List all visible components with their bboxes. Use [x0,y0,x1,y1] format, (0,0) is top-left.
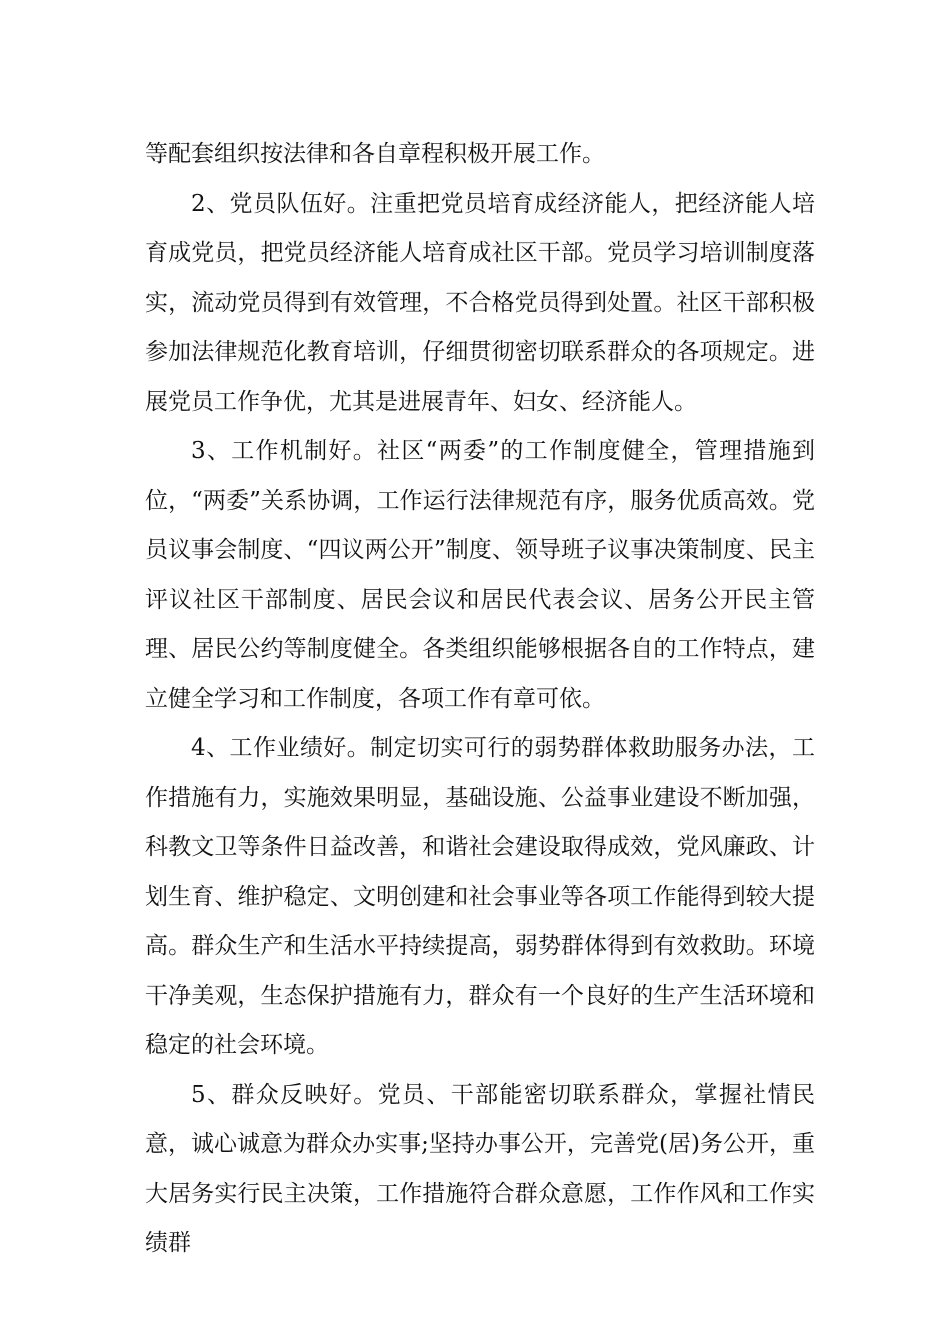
paragraph-work-mechanism: 3、工作机制好。社区“两委”的工作制度健全，管理措施到位，“两委”关系协调，工作运行法律规范有序，服务优质高效。党员议事会制度、“四议两公开”制度、领导班子议事决策制度、民主评议社区干部制度、居民会议和居民代表会议、居务公开民主管理、居民公约等制度健全。各类组织能够根据各自的工作特点，建立健全学习和工作制度，各项工作有章可依。 [145,438,815,712]
paragraph-party-members: 2、党员队伍好。注重把党员培育成经济能人，把经济能人培育成党员，把党员经济能人培育成社区干部。党员学习培训制度落实，流动党员得到有效管理，不合格党员得到处置。社区干部积极参加法律规范化教育培训，仔细贯彻密切联系群众的各项规定。进展党员工作争优，尤其是进展青年、妇女、经济能人。 [145,190,815,415]
paragraph-public-feedback: 5、群众反映好。党员、干部能密切联系群众，掌握社情民意，诚心诚意为群众办实事;坚持办事公开，完善党(居)务公开，重大居务实行民主决策，工作措施符合群众意愿，工作作风和工作实绩群 [145,1081,815,1256]
paragraph-work-performance: 4、工作业绩好。制定切实可行的弱势群体救助服务办法，工作措施有力，实施效果明显，基础设施、公益事业建设不断加强，科教文卫等条件日益改善，和谐社会建设取得成效，党风廉政、计划生育、维护稳定、文明创建和社会事业等各项工作能得到较大提高。群众生产和生活水平持续提高，弱势群体得到有效救助。环境干净美观，生态保护措施有力，群众有一个良好的生产生活环境和稳定的社会环境。 [145,735,815,1058]
paragraph-continuation: 等配套组织按法律和各自章程积极开展工作。 [145,141,605,167]
document-body [145,130,815,1269]
